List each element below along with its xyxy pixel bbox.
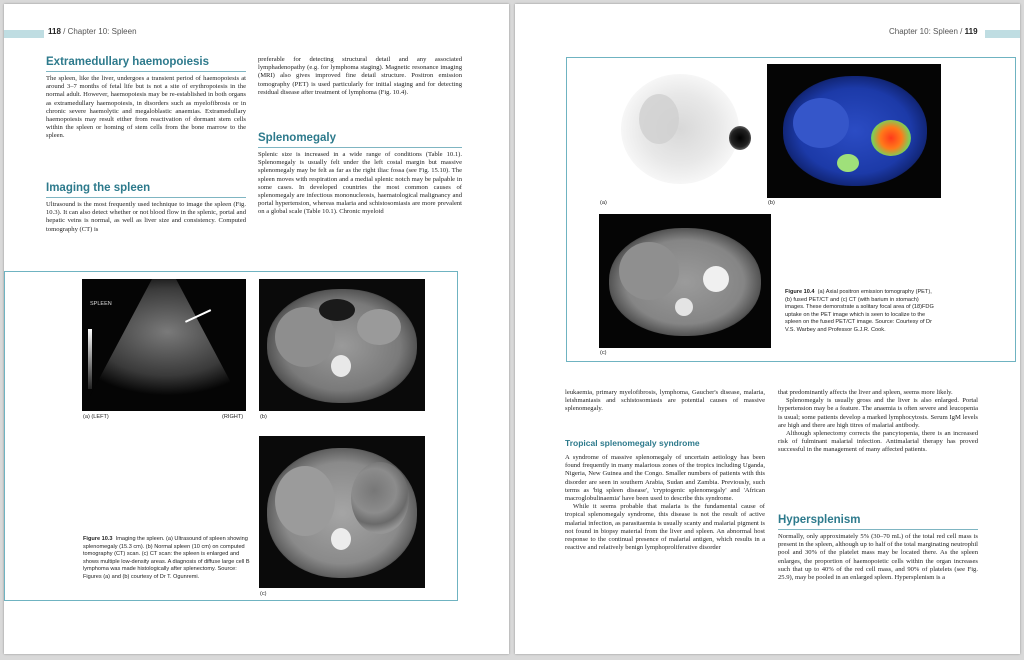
body-col2-top: preferable for detecting structural detail and any associated lymphadenopathy (e.g. for lymphoma staging). Magnetic resonance imaging (MRI) also gives improved fine detail structure. Positron emission tomography (PET) is used particularly for initial staging and for detecting residual disease after treatment of lymphoma (Fig. 10.4). [258, 56, 462, 96]
label-c: (c) [600, 350, 607, 356]
pet-image [599, 64, 757, 198]
page-header: 118 / Chapter 10: Spleen [48, 27, 137, 36]
label-c: (c) [260, 591, 267, 597]
page-header: Chapter 10: Spleen / 119 [889, 27, 978, 36]
heading-rule [46, 71, 246, 72]
figure-10-3-caption [83, 536, 253, 582]
page-number: 119 [964, 27, 978, 36]
paragraph: Although splenectomy corrects the pancytopenia, there is an increased risk of fulminant malarial infection. Antimalarial therapy has proved successful in the management of many affected patients. [778, 430, 978, 454]
body-col1-top: leukaemia, primary myelofibrosis, lymphoma, Gaucher's disease, malaria, leishmaniasis and schistosomiasis are potential causes of massive splenomegaly. [565, 389, 765, 413]
header-accent-bar [4, 30, 44, 38]
body-col2 [778, 389, 978, 455]
ct-image-c [259, 436, 425, 588]
figure-10-4-caption [785, 289, 935, 335]
paragraph: Splenomegaly is usually gross and the liver is also enlarged. Portal hypertension may be a feature. The anaemia is often severe and leucopenia is usual; some patients develop a marked lymphocytosis. Serum IgM levels are high and there are high titres of malarial antibody. [778, 397, 978, 429]
heading-splenomegaly: Splenomegaly [258, 132, 336, 144]
heading-tropical-splenomegaly: Tropical splenomegaly syndrome [565, 438, 700, 448]
ultrasound-label: SPLEEN [90, 301, 112, 307]
page-number: 118 [48, 27, 61, 36]
paragraph: A syndrome of massive splenomegaly of uncertain aetiology has been found frequently in many malarious zones of the tropics including Uganda, Nigeria, New Guinea and the Congo. Smaller numbers of patients with this disorder are seen in southern Arabia, Sudan and Zambia. Previously, such terms as 'big spleen disease', 'cryptogenic splenomegaly' and 'African macroglobulinaemia' have been used to describe this syndrome. [565, 454, 765, 503]
body-imaging: Ultrasound is the most frequently used technique to image the spleen (Fig. 10.3). It can also detect whether or not blood flow in the splenic, portal and hepatic veins is normal, as well as liver size and consistency. Computed tomography (CT) is [46, 201, 246, 233]
heading-extramedullary: Extramedullary haemopoiesis [46, 56, 209, 68]
label-a: (a) [600, 200, 607, 206]
ct-image-b [259, 279, 425, 411]
paragraph: that predominantly affects the liver and spleen, seems more likely. [778, 389, 953, 396]
heading-rule [258, 147, 462, 148]
label-right: (RIGHT) [222, 414, 244, 420]
header-accent-bar [985, 30, 1020, 38]
right-page [515, 4, 1020, 654]
caption-title: Figure 10.4 [785, 289, 815, 295]
heading-rule [778, 529, 978, 530]
label-a: (a) (LEFT) [83, 414, 109, 420]
caption-body: Imaging the spleen. (a) Ultrasound of spleen showing splenomegaly (15.3 cm). (b) Normal spleen (10 cm) on computed tomography (CT) scan. (c) CT scan: the spleen is enlarged and shows multiple low-density areas. A diagnosis of diffuse large cell B lymphoma was made histologically after splenectomy. Source: Figures (a) and (b) courtesy of Dr T. Ogunremi. [83, 536, 250, 580]
heading-imaging: Imaging the spleen [46, 182, 151, 194]
label-b: (b) [768, 200, 775, 206]
body-extramedullary: The spleen, like the liver, undergoes a transient period of haemopoiesis at around 3–7 months of fetal life but is not a site of erythropoiesis in the normal adult. However, haemopoiesis may be re-established in both organs as extramedullary haemopoiesis, in disorders such as myelofibrosis or in chronic severe haemolytic and megaloblastic anaemias. Extramedullary haemopoiesis may result either from reactivation of dormant stem cells within the spleen or homing of stem cells from the bone marrow to the spleen. [46, 75, 246, 140]
chapter-title: Chapter 10: Spleen [889, 27, 958, 36]
ct-image-c [599, 214, 771, 348]
label-b: (b) [260, 414, 267, 420]
paragraph: While it seems probable that malaria is the fundamental cause of tropical splenomegaly syndrome, this disease is not the result of active malarial infection, as parasitaemia is usually scanty and malarial pigment is not found in biopsy material from the liver and spleen. An abnormal host response to the continual presence of malarial antigen, which results in a reactive and relatively benign lymphoproliferative disorder [565, 503, 765, 552]
caption-title: Figure 10.3 [83, 536, 113, 542]
heading-rule [46, 197, 246, 198]
fused-pet-ct-image [767, 64, 941, 198]
caption-body: (a) Axial positron emission tomography (PET), (b) fused PET/CT and (c) CT (with barium in stomach) images. These demonstrate a solitary focal area of (18)FDG uptake on the PET image which is seen to localize to the spleen on the fused PET/CT image. Source: Courtesy of Dr V.S. Warbey and Professor G.J.R. Cook. [785, 289, 934, 333]
body-splenomegaly: Splenic size is increased in a wide range of conditions (Table 10.1). Splenomegaly is usually felt under the left costal margin but massive splenomegaly may be felt as far as the right iliac fossa (see Fig. 15.10). The spleen moves with respiration and a medial splenic notch may be palpable in some cases. In developed countries the most common causes of splenomegaly are infectious mononucleosis, haematological malignancy and portal hypertension, whereas malaria and schistosomiasis are more prevalent on a global scale (Table 10.1). Chronic myeloid [258, 151, 462, 216]
left-page [4, 4, 509, 654]
grayscale-bar [88, 329, 92, 389]
heading-hypersplenism: Hypersplenism [778, 514, 861, 526]
ultrasound-image [82, 279, 246, 411]
chapter-title: Chapter 10: Spleen [67, 27, 137, 36]
body-hypersplenism: Normally, only approximately 5% (30–70 mL) of the total red cell mass is present in the spleen, although up to half of the total marginating neutrophil pool and 30% of the platelet mass may be located there. As the spleen enlarges, the proportion of haemopoietic cells within the organ increases such that up to 40% of the red cell mass, and 90% of platelets (see Fig. 25.9), may be pooled in an enlarged spleen. Hypersplenism is a [778, 533, 978, 582]
body-tropical [565, 454, 765, 552]
